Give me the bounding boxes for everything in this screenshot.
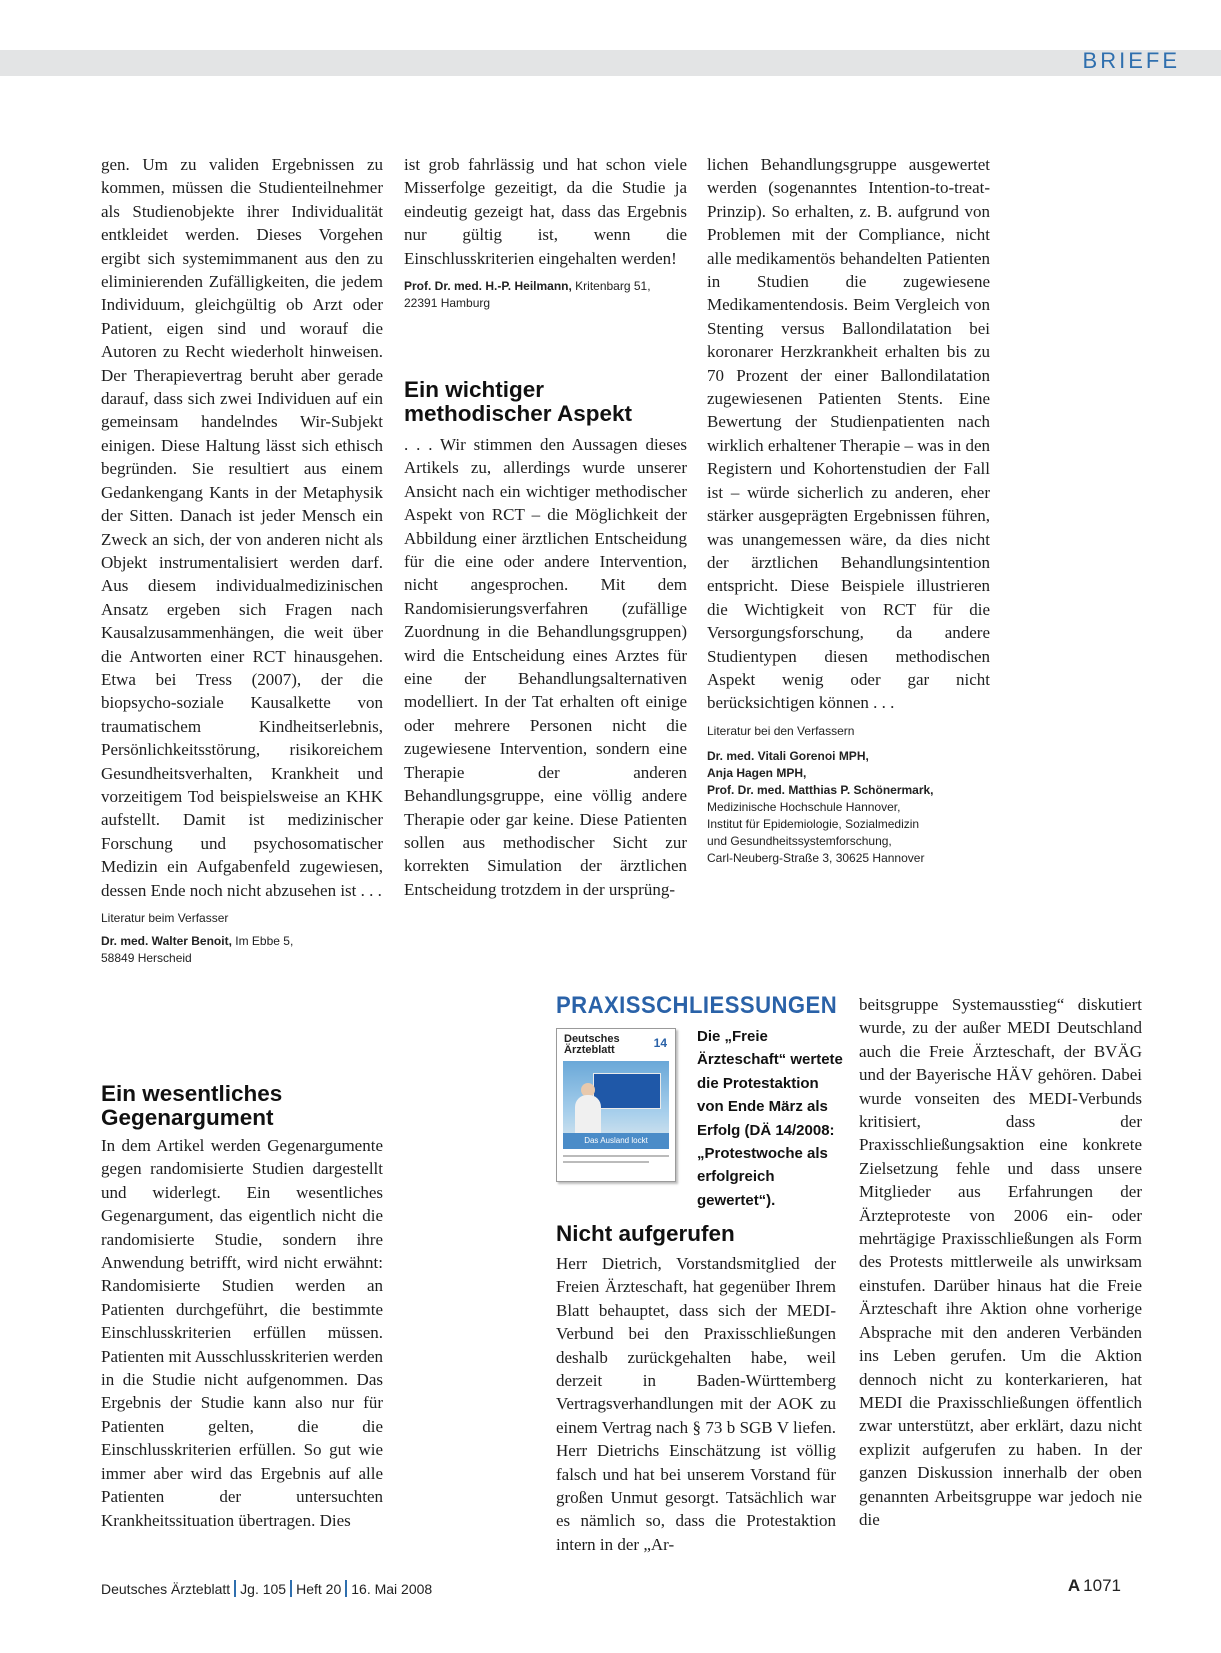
column-3 xyxy=(707,153,990,867)
praxis-letter-continued xyxy=(859,993,1142,1531)
column-1-lower xyxy=(101,1082,383,1532)
cover-banner: Das Ausland lockt xyxy=(563,1133,669,1149)
letter-heading: Ein wesentliches Gegenargument xyxy=(101,1081,283,1130)
cover-text-line xyxy=(563,1161,649,1163)
footer-volume: Jg. 105 xyxy=(240,1581,287,1597)
cover-masthead: Deutsches Ärzteblatt xyxy=(564,1033,620,1056)
page-prefix: A xyxy=(1067,1576,1081,1595)
author-name: Prof. Dr. med. H.-P. Heilmann, xyxy=(404,279,572,294)
column-2 xyxy=(404,153,687,312)
page-number xyxy=(1060,1576,1121,1596)
author-signature xyxy=(707,748,990,867)
author-institution: Medizinische Hochschule Hannover, xyxy=(707,799,901,814)
letter-benoit-text: gen. Um zu validen Ergebnissen zu kommen, müssen die Studienteilnehmer als Studienobjekte ihrer Individualität entkleidet werden. Dieses Vorgehen ergibt sich systemimmanent aus den zu eliminierenden Zufälligkeiten, die jedem Individuum, gleichgültig ob Arzt oder Patient, eigen sind und worauf die Autoren zu Recht wiederholt hinweisen. Der Therapievertrag beruht aber gerade darauf, dass sich zwei Individuen auf ein gemeinsam handelndes Wir-Subjekt einigen. Diese Haltung lässt sich ethisch begründen. Sie resultiert aus einem Gedankengang Kants in der Metaphysik der Sitten. Danach ist jeder Mensch ein Zweck an sich, der von anderen nicht als Objekt instrumentalisiert werden darf. Aus diesem individualmedizinischen Ansatz ergeben sich Fragen nach Kausalzusammenhängen, die weit über die Antworten einer RCT hinausgehen. Etwa bei Tress (2007), der die biopsycho-soziale Kausalkette von traumatischem Kindheitserlebnis, Persönlichkeitsstörung, risikoreichem Gesundheitsverhalten, Krankheit und vorzeitigem Tod beispielsweise an KHK aufstellt. Damit ist medizinischer Forschung und psychosomatischer Medizin ein Aufgabenfeld zugewiesen, dessen Ende noch nicht abzusehen ist . . . xyxy=(101,155,383,900)
letter-heading: Ein wichtiger methodischer Aspekt xyxy=(404,377,632,426)
author-institution: und Gesundheitssystemforschung, xyxy=(707,833,892,848)
author-city: 22391 Hamburg xyxy=(404,296,491,311)
letter-gorenoi-text: lichen Behandlungsgruppe ausgewertet werden (sogenanntes Intention-to-treat-Prinzip). So erhalten, z. B. aufgrund von Problemen mit der Compliance, nicht alle medikamentös behandelten Patienten in Studien die zugewiesene Medikamentendosis. Beim Vergleich von Stenting versus Ballondilatation bei koronarer Herzkrankheit erhalten bis zu 70 Prozent der einer Ballondilatation zugewiesenen Patienten Stents. Eine Bewertung der Studienpatienten nach wirklich erhaltener Therapie – was in den Registern und Kohortenstudien der Fall ist – würde sicherlich zu anderen, eher stärker ausgeprägten Ergebnissen führen, was unangemessen wäre, da dies nicht der ärztlichen Behandlungsintention entspricht. Diese Beispiele illustrieren die Wichtigkeit von RCT für die Versorgungsforschung, da andere Studientypen diesen methodischen Aspekt wenig oder gar nicht berücksichtigen können . . . xyxy=(707,155,990,713)
section-label: BRIEFE xyxy=(1082,48,1180,73)
author-address: Carl-Neuberg-Straße 3, 30625 Hannover xyxy=(707,850,925,865)
cover-eu-sign xyxy=(593,1073,661,1109)
praxis-intro-wrap xyxy=(697,1025,847,1212)
cover-issue-number: 14 xyxy=(653,1036,667,1050)
praxis-title-wrap xyxy=(556,992,836,1020)
author-name: Anja Hagen MPH, xyxy=(707,765,807,780)
page-number-value: 1071 xyxy=(1083,1576,1121,1595)
column-1 xyxy=(101,153,383,967)
letter-heading: Nicht aufgerufen xyxy=(556,1221,735,1246)
footer-separator xyxy=(290,1580,292,1597)
author-address: Kritenbarg 51, xyxy=(571,279,651,294)
praxis-intro: Die „Freie Ärzteschaft“ wertete die Protestaktion von Ende März als Erfolg (DÄ 14/2008: „Protestwoche als erfolgreich gewertet“). xyxy=(697,1028,843,1209)
footer-issue: Heft 20 xyxy=(296,1581,342,1597)
author-address: Im Ebbe 5, xyxy=(231,934,294,948)
author-institution: Institut für Epidemiologie, Sozialmedizin xyxy=(707,816,920,831)
letter-heilmann-text: ist grob fahrlässig und hat schon viele Misserfolge gezeitigt, da die Studie ja eindeutig gezeigt hat, dass das Ergebnis nur gültig ist, wenn die Einschlusskriterien eingehalten werden! xyxy=(404,155,687,268)
footer-separator xyxy=(234,1580,236,1597)
author-city: 58849 Herscheid xyxy=(101,951,192,965)
cover-text-line xyxy=(563,1155,669,1157)
journal-cover-thumbnail xyxy=(556,1028,676,1182)
footer-separator xyxy=(345,1580,347,1597)
author-name: Prof. Dr. med. Matthias P. Schönermark, xyxy=(707,782,934,797)
letter-text: . . . Wir stimmen den Aussagen dieses Artikels zu, allerdings wurde unserer Ansicht nach ein wichtiger methodischer Aspekt von RCT – die Möglichkeit der Abbildung einer ärztlichen Entscheidung für die eine oder andere Intervention, nicht angesprochen. Mit dem Randomisierungsverfahren (zufällige Zuordnung in die Behandlungsgruppen) wird die Entscheidung eines Arztes für eine der Behandlungsalternativen modelliert. In der Tat erhalten oft einige oder mehrere Personen nicht die zugewiesene Intervention, sondern eine Therapie der anderen Behandlungsgruppe, eine völlig andere Therapie oder gar keine. Diese Patienten sollen aus methodischer Sicht zur korrekten Simulation der ärztlichen Entscheidung trotzdem in der ursprüng- xyxy=(404,435,687,899)
praxis-section-title: PRAXISSCHLIESSUNGEN xyxy=(556,992,838,1019)
letter-text: Herr Dietrich, Vorstandsmitglied der Freien Ärzteschaft, hat gegenüber Ihrem Blatt behauptet, dass sich der MEDI-Verbund bei den Praxisschließungen deshalb zurückgehalten habe, weil derzeit in Baden-Württemberg Vertragsverhandlungen mit der AOK zu einem Vertrag nach § 73 b SGB V liefen. Herr Dietrichs Einschätzung ist völlig falsch und hat bei unserem Vorstand für großen Unmut gesorgt. Tatsächlich war es nämlich so, dass die Protestaktion intern in der „Ar- xyxy=(556,1254,836,1554)
author-signature xyxy=(101,933,383,967)
footer-citation xyxy=(101,1580,432,1597)
letter-text: beitsgruppe Systemausstieg“ diskutiert wurde, zu der außer MEDI Deutschland auch die Freie Ärzteschaft, der BVÄG und der Bayerische HÄV gehören. Dabei wurde vonseiten des MEDI-Verbunds kritisiert, dass der Praxisschließungsaktion eine konkrete Zielsetzung fehle und dass unsere Mitglieder aus Erfahrungen der Ärzteproteste von 2006 ein- oder mehrtägige Praxisschließungen als Form des Protests mittlerweile als unwirksam einstufen. Darüber hinaus hat die Freie Ärzteschaft ihre Aktion ohne vorherige Absprache mit den anderen Verbänden ins Leben gerufen. Um die Aktion dennoch nicht zu konterkarieren, hat MEDI die Praxisschließungen öffentlich zwar unterstützt, aber erklärt, dazu nicht explizit aufgerufen zu haben. In der ganzen Diskussion innerhalb der oben genannten Arbeitsgruppe war jedoch nie die xyxy=(859,995,1142,1529)
column-2-lower xyxy=(404,378,687,901)
footer-date: 16. Mai 2008 xyxy=(351,1581,433,1597)
author-signature xyxy=(404,278,687,312)
footer-journal: Deutsches Ärzteblatt xyxy=(101,1581,231,1597)
literature-note: Literatur beim Verfasser xyxy=(101,911,229,925)
letter-text: In dem Artikel werden Gegenargumente gegen randomisierte Studien dargestellt und widerlegt. Ein wesentliches Gegenargument, das eigentlich nicht die randomisierte Studie, sondern ihre Anwendung betrifft, wird nicht erwähnt: Randomisierte Studien werden an Patienten durchgeführt, die bestimmte Einschlusskriterien erfüllen müssen. Patienten mit Ausschlusskriterien werden in die Studie nicht aufgenommen. Das Ergebnis der Studie kann also nur für Patienten gelten, die die Einschlusskriterien erfüllen. So gut wie immer aber wird das Ergebnis auf alle Patienten der untersuchten Krankheitssituation übertragen. Dies xyxy=(101,1136,383,1530)
praxis-letter xyxy=(556,1222,836,1556)
literature-note: Literatur bei den Verfassern xyxy=(707,723,855,738)
author-name: Dr. med. Vitali Gorenoi MPH, xyxy=(707,748,869,763)
author-name: Dr. med. Walter Benoit, xyxy=(101,934,232,948)
